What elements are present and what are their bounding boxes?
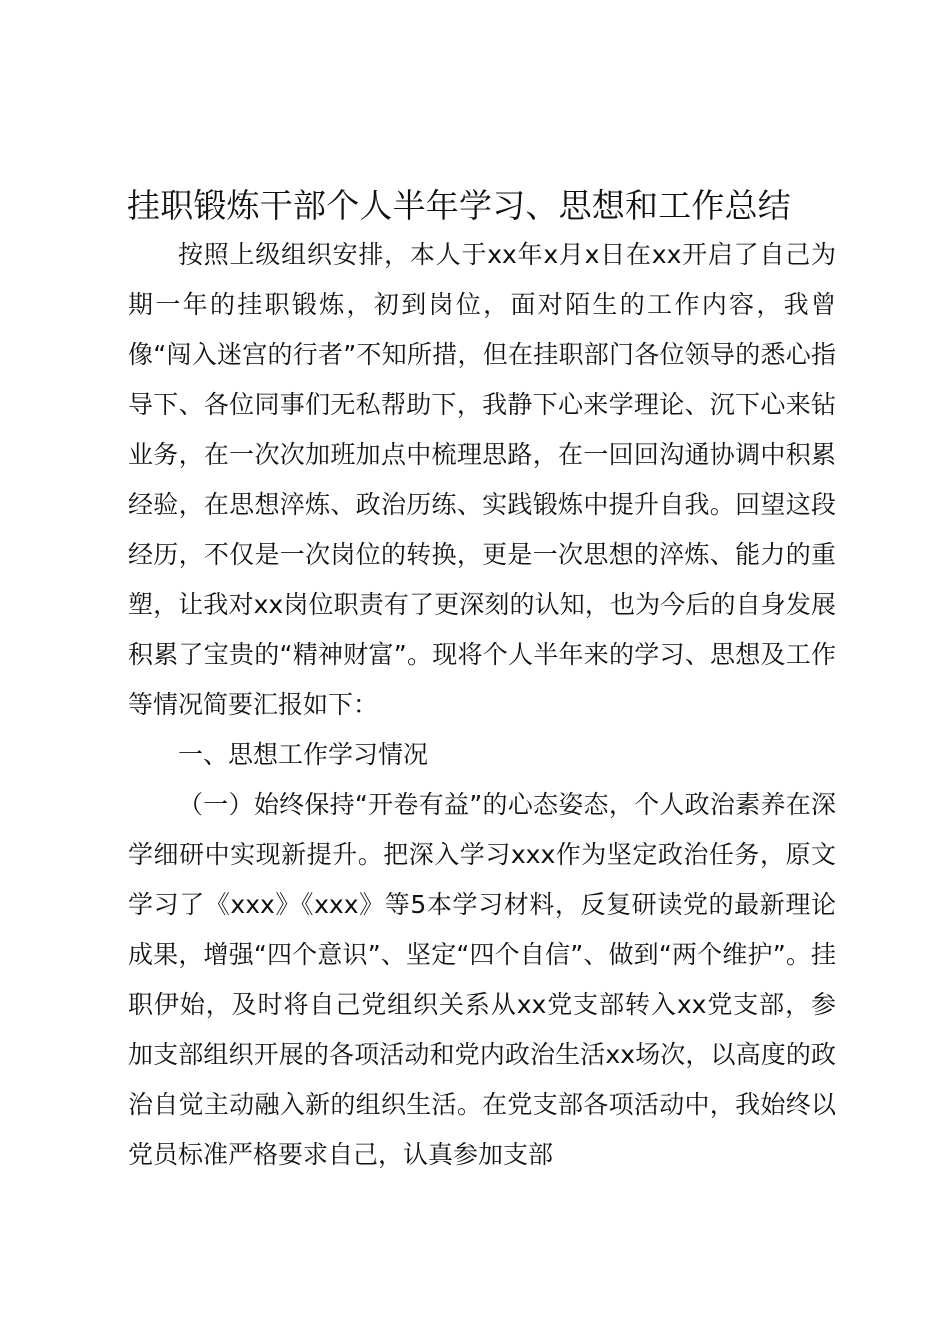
document-title: 挂职锻炼干部个人半年学习、思想和工作总结 [127,186,791,225]
section-paragraph: （一）始终保持“开卷有益”的心态姿态，个人政治素养在深学细研中实现新提升。把深入学习xxx作为坚定政治任务，原文学习了《xxx》《xxx》等5本学习材料，反复研读党的最新理论成果，增强“四个意识”、坚定“四个自信”、做到“两个维护”。挂职伊始，及时将自己党组织关系从xx党支部转入xx党支部，参加支部组织开展的各项活动和党内政治生活xx场次，以高度的政治自觉主动融入新的组织生活。在党支部各项活动中，我始终以党员标准严格要求自己，认真参加支部 [128,790,836,1169]
section-heading: 一、思想工作学习情况 [178,740,429,769]
document-body [128,230,836,1180]
intro-paragraph: 按照上级组织安排，本人于xx年x月x日在xx开启了自己为期一年的挂职锻炼，初到岗位，面对陌生的工作内容，我曾像“闯入迷宫的行者”不知所措，但在挂职部门各位领导的悉心指导下、各位同事们无私帮助下，我静下心来学理论、沉下心来钻业务，在一次次加班加点中梳理思路，在一回回沟通协调中积累经验，在思想淬炼、政治历练、实践锻炼中提升自我。回望这段经历，不仅是一次岗位的转换，更是一次思想的淬炼、能力的重塑，让我对xx岗位职责有了更深刻的认知，也为今后的自身发展积累了宝贵的“精神财富”。现将个人半年来的学习、思想及工作等情况简要汇报如下： [128,240,836,719]
